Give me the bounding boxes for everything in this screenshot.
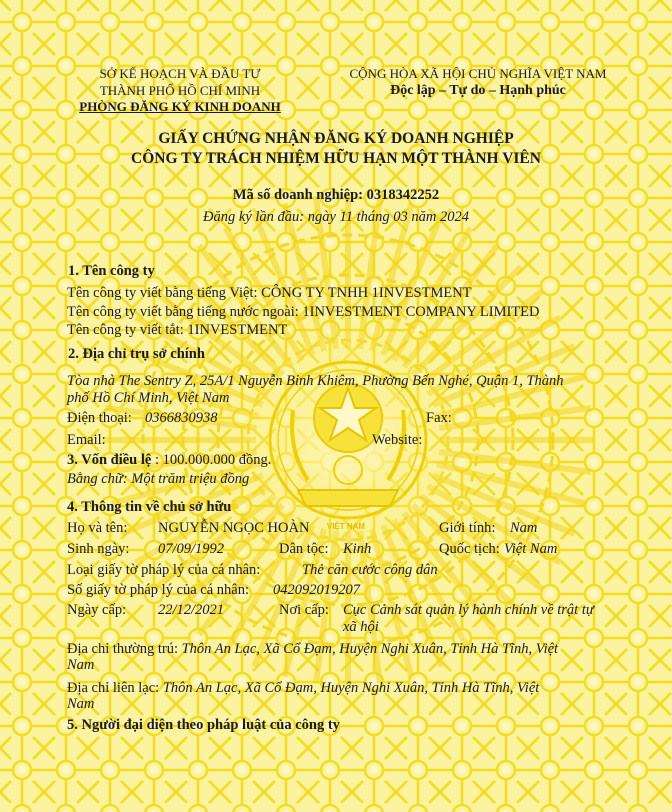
enterprise-code: Mã số doanh nghiệp: 0318342252 xyxy=(232,187,440,203)
section3-heading: 3. Vốn điều lệ xyxy=(67,452,152,468)
ethnicity-label: Dân tộc: xyxy=(279,541,329,557)
id-doc-number-label: Số giấy tờ pháp lý của cá nhân: xyxy=(67,582,250,598)
agency-line-1: SỞ KẾ HOẠCH VÀ ĐẦU TƯ xyxy=(99,66,261,81)
issue-place-label: Nơi cấp: xyxy=(279,602,329,618)
head-office-address-line1: Tòa nhà The Sentry Z, 25A/1 Nguyễn Bỉnh Khiêm, Phường Bến Nghé, Quận 1, Thành xyxy=(67,373,564,389)
emblem-ribbon-text: VIỆT NAM xyxy=(326,522,366,531)
id-doc-type-value: Thẻ căn cước công dân xyxy=(302,562,438,578)
dob-value: 07/09/1992 xyxy=(158,541,225,557)
owner-name-value: NGUYỄN NGỌC HOÀN xyxy=(158,520,310,536)
permanent-address-line2: Nam xyxy=(67,657,95,673)
id-doc-type-label: Loại giấy tờ pháp lý của cá nhân: xyxy=(67,562,261,578)
ethnicity-value: Kinh xyxy=(343,541,372,557)
fax-label: Fax: xyxy=(426,410,452,426)
agency-line-3: PHÒNG ĐĂNG KÝ KINH DOANH xyxy=(79,99,281,114)
certificate-title: GIẤY CHỨNG NHẬN ĐĂNG KÝ DOANH NGHIỆP xyxy=(158,130,514,147)
company-name-short: Tên công ty viết tắt: 1INVESTMENT xyxy=(67,322,288,338)
agency-line-2: THÀNH PHỐ HỒ CHÍ MINH xyxy=(99,83,261,98)
permanent-address-row xyxy=(67,641,558,657)
section1-heading: 1. Tên công ty xyxy=(68,263,155,279)
contact-address-row xyxy=(67,680,539,696)
section4-heading: 4. Thông tin về chủ sở hữu xyxy=(67,499,232,515)
gender-label: Giới tính: xyxy=(439,520,496,536)
contact-address-label: Địa chỉ liên lạc: xyxy=(67,680,160,696)
charter-capital-row xyxy=(67,452,271,468)
owner-name-label: Họ và tên: xyxy=(67,520,128,536)
permanent-address-line1: Thôn An Lạc, Xã Cổ Đạm, Huyện Nghi Xuân, Tỉnh Hà Tĩnh, Việt xyxy=(181,641,559,657)
issue-date-value: 22/12/2021 xyxy=(158,602,225,618)
head-office-address-line2: phố Hồ Chí Minh, Việt Nam xyxy=(67,390,230,406)
company-type-title: CÔNG TY TRÁCH NHIỆM HỮU HẠN MỘT THÀNH VIÊN xyxy=(131,150,541,167)
first-registration-date: Đăng ký lần đầu: ngày 11 tháng 03 năm 2024 xyxy=(203,209,469,225)
issue-place-line2: xã hội xyxy=(343,619,379,635)
nation-line-1: CỘNG HÒA XÃ HỘI CHỦ NGHĨA VIỆT NAM xyxy=(349,66,607,81)
issue-date-label: Ngày cấp: xyxy=(67,602,127,618)
gender-value: Nam xyxy=(510,520,538,536)
phone-label: Điện thoại: xyxy=(67,410,132,426)
charter-capital-in-words: Bằng chữ: Một trăm triệu đồng xyxy=(67,471,250,487)
section5-heading: 5. Người đại diện theo pháp luật của công ty xyxy=(67,717,340,733)
permanent-address-label: Địa chỉ thường trú: xyxy=(67,641,178,657)
email-label: Email: xyxy=(67,432,106,448)
nationality-label: Quốc tịch: xyxy=(439,541,500,557)
company-name-foreign: Tên công ty viết bằng tiếng nước ngoài: 1INVESTMENT COMPANY LIMITED xyxy=(67,304,540,320)
issue-place-line1: Cục Cảnh sát quản lý hành chính về trật tự xyxy=(343,602,594,618)
company-name-vietnamese: Tên công ty viết bằng tiếng Việt: CÔNG TY TNHH 1INVESTMENT xyxy=(67,285,472,301)
nation-motto: Độc lập – Tự do – Hạnh phúc xyxy=(390,83,566,98)
contact-address-line1: Thôn An Lạc, Xã Cổ Đạm, Huyện Nghi Xuân, Tỉnh Hà Tĩnh, Việt xyxy=(162,680,540,696)
contact-address-line2: Nam xyxy=(67,696,95,712)
section2-heading: 2. Địa chỉ trụ sở chính xyxy=(68,346,205,362)
charter-capital-amount: : 100.000.000 đồng. xyxy=(154,452,272,468)
phone-value: 0366830938 xyxy=(145,410,218,426)
id-doc-number-value: 042092019207 xyxy=(273,582,360,598)
website-label: Website: xyxy=(372,432,423,448)
dob-label: Sinh ngày: xyxy=(67,541,130,557)
nationality-value: Việt Nam xyxy=(504,541,558,557)
